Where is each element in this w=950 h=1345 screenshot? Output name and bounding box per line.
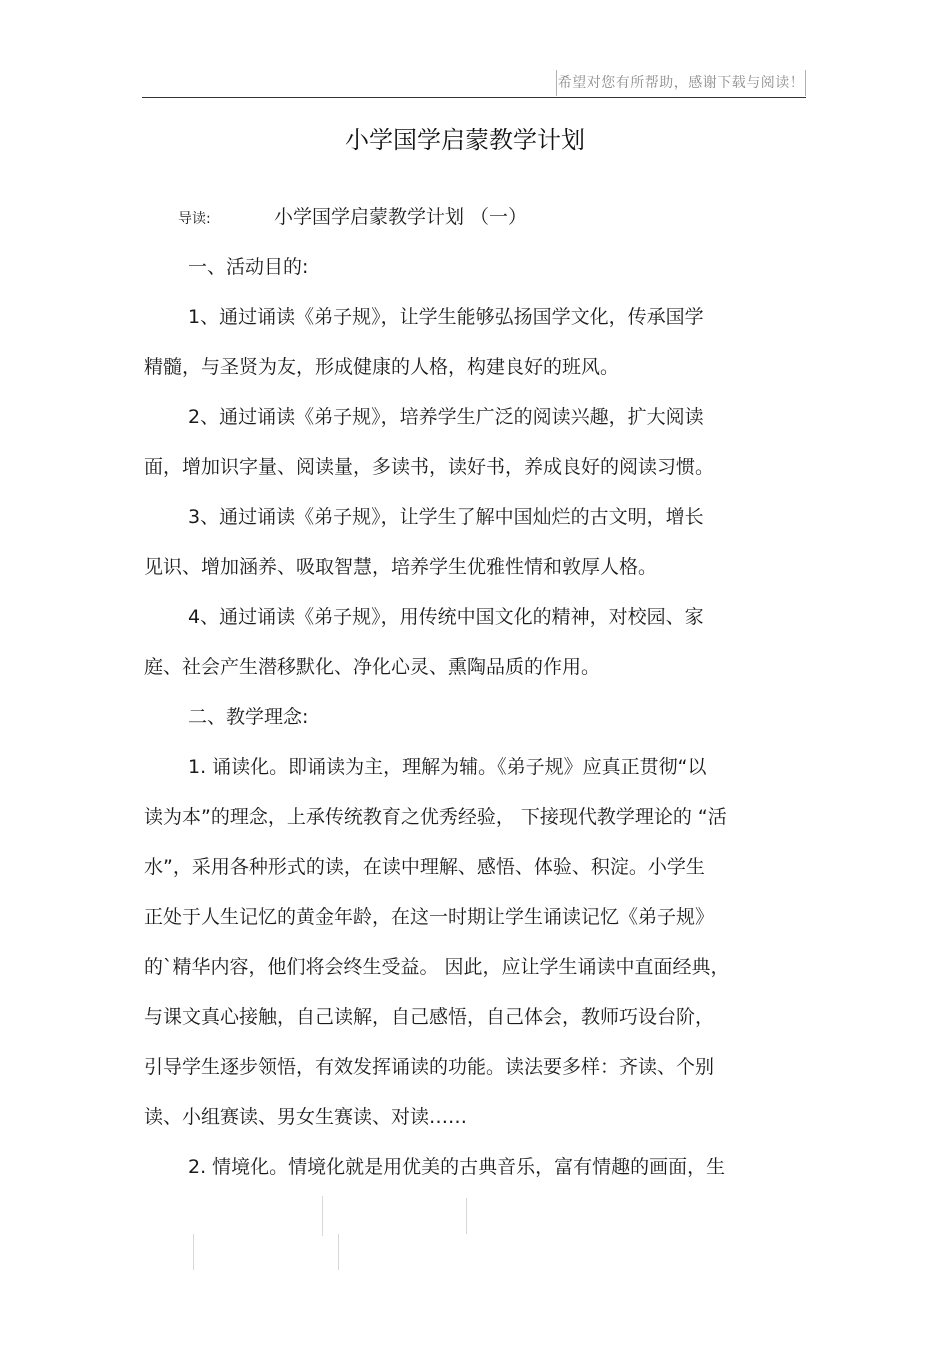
header-tag: 希望对您有所帮助，感谢下载与阅读！ — [556, 70, 806, 96]
paragraph-line: 见识、增加涵养、吸取智慧，培养学生优雅性情和敦厚人格。 — [144, 556, 658, 578]
paragraph-line: 1. 诵读化。即诵读为主，理解为辅。《弟子规》应真正贯彻“以 — [188, 756, 707, 778]
header-rule — [142, 97, 806, 98]
paragraph-line: 精髓，与圣贤为友，形成健康的人格，构建良好的班风。 — [144, 356, 620, 378]
lead-text: 小学国学启蒙教学计划 （一） — [274, 206, 528, 228]
paragraph-line: 水”，采用各种形式的读，在读中理解、感悟、体验、积淀。小学生 — [144, 856, 705, 878]
paragraph-line: 1、通过诵读《弟子规》，让学生能够弘扬国学文化，传承国学 — [188, 306, 704, 328]
paragraph-line: 庭、社会产生潜移默化、净化心灵、熏陶品质的作用。 — [144, 656, 601, 678]
paragraph-line: 2、通过诵读《弟子规》，培养学生广泛的阅读兴趣，扩大阅读 — [188, 406, 704, 428]
document-title: 小学国学启蒙教学计划 — [345, 126, 585, 154]
paragraph-line: 2. 情境化。情境化就是用优美的古典音乐，富有情趣的画面，生 — [188, 1156, 726, 1178]
paragraph-line: 面，增加识字量、阅读量，多读书，读好书，养成良好的阅读习惯。 — [144, 456, 715, 478]
divider — [466, 1198, 467, 1234]
paragraph-line: 4、通过诵读《弟子规》，用传统中国文化的精神，对校园、家 — [188, 606, 704, 628]
divider — [322, 1196, 323, 1236]
divider — [193, 1234, 194, 1270]
paragraph-line: 读为本”的理念，上承传统教育之优秀经验， 下接现代教学理论的 “活 — [144, 806, 727, 828]
paragraph-line: 与课文真心接触，自己读解，自己感悟，自己体会，教师巧设台阶， — [144, 1006, 715, 1028]
section-heading: 二、教学理念: — [188, 706, 309, 728]
lead-label: 导读: — [178, 211, 211, 227]
section-heading: 一、活动目的: — [188, 256, 309, 278]
paragraph-line: 3、通过诵读《弟子规》，让学生了解中国灿烂的古文明，增长 — [188, 506, 704, 528]
paragraph-line: 正处于人生记忆的黄金年龄，在这一时期让学生诵读记忆《弟子规》 — [144, 906, 715, 928]
paragraph-line: 引导学生逐步领悟，有效发挥诵读的功能。读法要多样：齐读、个别 — [144, 1056, 715, 1078]
paragraph-line: 读、小组赛读、男女生赛读、对读…… — [144, 1106, 468, 1128]
divider — [338, 1234, 339, 1270]
paragraph-line: 的`精华内容，他们将会终生受益。 因此，应让学生诵读中直面经典， — [144, 956, 730, 978]
